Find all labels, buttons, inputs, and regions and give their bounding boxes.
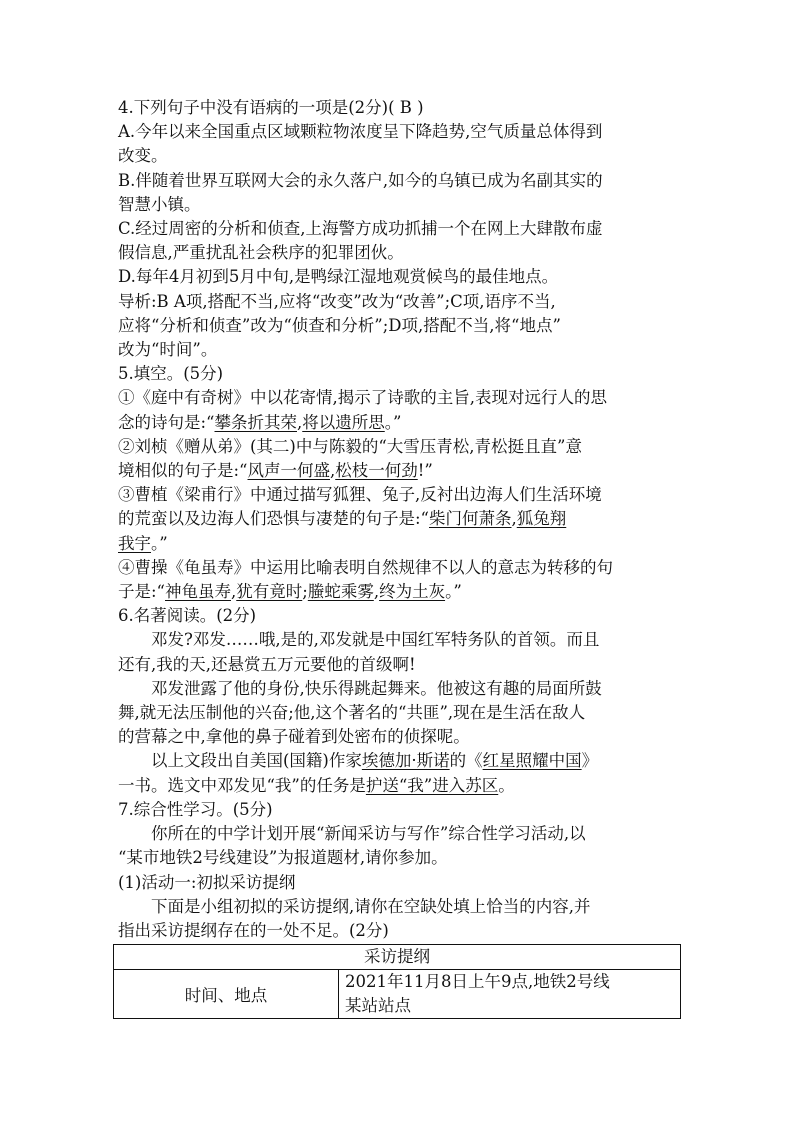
text-segment: , xyxy=(373,582,380,602)
line-q5-3a xyxy=(118,483,684,507)
line-q4-c2 xyxy=(118,241,684,265)
line-q7-p2a xyxy=(118,895,684,919)
interview-outline-table xyxy=(113,944,681,1019)
text-segment: 。” xyxy=(384,412,402,432)
line-q6-p1a xyxy=(118,628,684,652)
line-q5-4b xyxy=(118,580,684,604)
text-segment: 以上文段出自美国(国籍)作家 xyxy=(151,751,362,771)
text-segment: , xyxy=(297,412,303,432)
line-q6-p2c xyxy=(118,725,684,749)
answer-blank: 埃德加·斯诺 xyxy=(361,751,450,771)
line-q5-1a xyxy=(118,386,684,410)
line-q6-p3b xyxy=(118,774,684,798)
text-segment: , xyxy=(330,461,336,481)
text-segment: D.每年4月初到5月中旬,是鸭绿江湿地观赏候鸟的最佳地点。 xyxy=(118,267,559,287)
text-segment: 4.下列句子中没有语病的一项是(2分)( B ) xyxy=(118,98,424,117)
text-segment: , xyxy=(511,509,517,529)
answer-blank: 风声一何盛 xyxy=(247,461,330,481)
line-q4-c1 xyxy=(118,217,684,241)
text-segment: 邓发泄露了他的身份,快乐得跳起舞来。他被这有趣的局面所鼓 xyxy=(151,678,602,698)
text-segment: ④曹操《龟虽寿》中运用比喻表明自然规律不以人的意志为转移的句 xyxy=(118,557,613,577)
text-segment: C.经过周密的分析和侦查,上海警方成功抓捕一个在网上大肆散布虚 xyxy=(118,219,603,239)
text-segment: A.今年以来全国重点区域颗粒物浓度呈下降趋势,空气质量总体得到 xyxy=(118,122,603,142)
answer-blank: 狐兔翔 xyxy=(516,509,567,529)
text-segment: , xyxy=(231,582,237,602)
text-segment: 5.填空。(5分) xyxy=(118,364,224,384)
text-segment: !” xyxy=(417,461,433,481)
line-q6-p3a xyxy=(118,749,684,773)
text-segment: 导析:B A项,搭配不当,应将“改变”改为“改善”;C项,语序不当, xyxy=(118,291,556,311)
line-q4-g1 xyxy=(118,290,684,314)
text-segment: 智慧小镇。 xyxy=(118,194,201,214)
text-segment: (1)活动一:初拟采访提纲 xyxy=(118,872,296,892)
text-segment: 邓发?邓发……哦,是的,邓发就是中国红军特务队的首领。而且 xyxy=(151,630,600,650)
line-q7-p2b xyxy=(118,919,684,943)
line-q5-4a xyxy=(118,556,684,580)
answer-blank: 我宇 xyxy=(118,533,151,553)
line-q4-g3 xyxy=(118,338,684,362)
answer-blank: 终为土灰 xyxy=(379,582,446,602)
line-q5-3c xyxy=(118,532,684,556)
line-q4-a2 xyxy=(118,144,684,168)
document-body xyxy=(118,96,684,943)
line-q5-2b xyxy=(118,459,684,483)
answer-blank: 螣蛇乘雾 xyxy=(307,582,374,602)
line-q7-p1a xyxy=(118,822,684,846)
line-q5-1b xyxy=(118,411,684,435)
table-caption: 采访提纲 xyxy=(114,945,681,970)
text-segment: 还有,我的天,还悬赏五万元要他的首级啊! xyxy=(118,654,416,674)
line-q4-b2 xyxy=(118,193,684,217)
text-segment: B.伴随着世界互联网大会的永久落户,如今的乌镇已成为名副其实的 xyxy=(118,170,603,190)
table-row xyxy=(114,970,681,1019)
time-place-value-line2: 某站站点 xyxy=(345,996,411,1015)
line-q4-b1 xyxy=(118,169,684,193)
answer-blank: 犹有竟时 xyxy=(236,582,303,602)
answer-blank: 护送“我”进入苏区 xyxy=(365,775,499,795)
answer-blank: 神龟虽寿 xyxy=(165,582,231,602)
line-q4-stem xyxy=(118,96,684,120)
text-segment: 的荒蛮以及边海人们恐惧与凄楚的句子是:“ xyxy=(118,509,429,529)
answer-blank: 红星照耀中国 xyxy=(482,751,582,771)
line-q7-act1 xyxy=(118,871,684,895)
answer-blank: 松枝一何劲 xyxy=(335,461,418,481)
text-segment: 》 xyxy=(581,751,599,771)
line-q5-2a xyxy=(118,435,684,459)
text-segment: ②刘桢《赠从弟》(其二)中与陈毅的“大雪压青松,青松挺且直”意 xyxy=(118,436,582,456)
line-q6-p1b xyxy=(118,653,684,677)
line-q7-stem xyxy=(118,798,684,822)
text-segment: 应将“分析和侦查”改为“侦查和分析”;D项,搭配不当,将“地点” xyxy=(118,315,561,335)
text-segment: 指出采访提纲存在的一处不足。(2分) xyxy=(118,920,389,940)
line-q4-d xyxy=(118,265,684,289)
text-segment: ①《庭中有奇树》中以花寄情,揭示了诗歌的主旨,表现对远行人的思 xyxy=(118,388,607,408)
text-segment: 6.名著阅读。(2分) xyxy=(118,606,257,626)
text-segment: 改为“时间”。 xyxy=(118,340,218,360)
text-segment: 。” xyxy=(445,582,462,602)
line-q6-p2a xyxy=(118,677,684,701)
text-segment: 子是:“ xyxy=(118,582,165,602)
time-place-value-line1: 2021年11月8日上午9点,地铁2号线 xyxy=(345,972,610,991)
text-segment: 的营幕之中,拿他的鼻子碰着到处密布的侦探呢。 xyxy=(118,727,470,747)
text-segment: 。 xyxy=(498,775,515,795)
text-segment: 境相似的句子是:“ xyxy=(118,461,248,481)
answer-blank: 柴门何萧条 xyxy=(429,509,512,529)
line-q5-3b xyxy=(118,507,684,531)
text-segment: 你所在的中学计划开展“新闻采访与写作”综合性学习活动,以 xyxy=(151,824,586,844)
text-segment: ③曹植《梁甫行》中通过描写狐狸、兔子,反衬出边海人们生活环境 xyxy=(118,485,602,505)
text-segment: 下面是小组初拟的采访提纲,请你在空缺处填上恰当的内容,并 xyxy=(151,896,591,916)
text-segment: 。” xyxy=(151,533,168,553)
answer-blank: 将以遗所思 xyxy=(302,412,385,432)
line-q6-p2b xyxy=(118,701,684,725)
time-place-value xyxy=(339,970,681,1019)
time-place-label: 时间、地点 xyxy=(114,970,339,1019)
text-segment: 的《 xyxy=(449,751,483,771)
line-q7-p1b xyxy=(118,846,684,870)
text-segment: ; xyxy=(302,582,308,602)
text-segment: 舞,就无法压制他的兴奋;他,这个著名的“共匪”,现在是生活在敌人 xyxy=(118,703,586,723)
text-segment: 假信息,严重扰乱社会秩序的犯罪团伙。 xyxy=(118,243,404,263)
text-segment: “某市地铁2号线建设”为报道题材,请你参加。 xyxy=(118,848,448,868)
line-q4-g2 xyxy=(118,314,684,338)
text-segment: 一书。选文中邓发见“我”的任务是 xyxy=(118,775,366,795)
line-q4-a1 xyxy=(118,120,684,144)
text-segment: 改变。 xyxy=(118,146,168,166)
text-segment: 念的诗句是:“ xyxy=(118,412,215,432)
text-segment: 7.综合性学习。(5分) xyxy=(118,799,273,819)
answer-blank: 攀条折其荣 xyxy=(214,412,297,432)
line-q6-stem xyxy=(118,604,684,628)
line-q5-stem xyxy=(118,362,684,386)
